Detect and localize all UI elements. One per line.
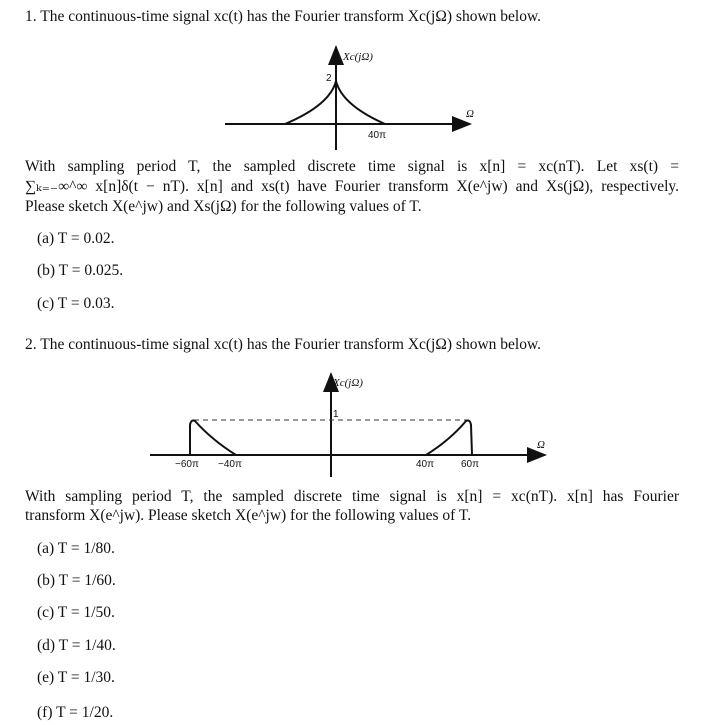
figure1-ylabel: Xc(jΩ) [343, 51, 373, 63]
problem2-item: (f) T = 1/20. [37, 704, 114, 721]
problem1-body-line: With sampling period T, the sampled discrete time signal is x[n] = xc(nT). Let xs(t) = [25, 158, 679, 175]
figure2 [150, 374, 545, 477]
figure1-peak-label: 2 [326, 73, 332, 84]
problem1-item: (a) T = 0.02. [37, 230, 115, 247]
figure2-ylabel: Xc(jΩ) [333, 377, 363, 389]
problem2-item: (e) T = 1/30. [37, 669, 115, 686]
figure2-tick-label: −60π [175, 459, 199, 470]
figure2-left-band [190, 421, 236, 456]
problem2-item: (c) T = 1/50. [37, 604, 115, 621]
problem2-item: (b) T = 1/60. [37, 572, 116, 589]
figure2-right-band [426, 421, 472, 456]
problem1-statement: 1. The continuous-time signal xc(t) has the Fourier transform Xc(jΩ) shown below. [25, 8, 542, 25]
problem1-item: (c) T = 0.03. [37, 295, 115, 312]
figure1-tick-label: 40π [368, 130, 387, 141]
problem1-body-line: Please sketch X(e^jw) and Xs(jΩ) for the following values of T. [25, 198, 422, 215]
figure1-xlabel: Ω [466, 108, 474, 120]
figure2-peak-label: 1 [333, 409, 339, 420]
problem2-statement: 2. The continuous-time signal xc(t) has the Fourier transform Xc(jΩ) shown below. [25, 336, 542, 353]
figure2-tick-label: 60π [461, 459, 480, 470]
problem2-body-line: With sampling period T, the sampled discrete time signal is x[n] = xc(nT). x[n] has Fourier [25, 488, 679, 505]
problem2-item: (d) T = 1/40. [37, 637, 116, 654]
figure2-tick-label: 40π [416, 459, 435, 470]
problem2-body-line: transform X(e^jw). Please sketch X(e^jw) for the following values of T. [25, 507, 472, 524]
problem1-body-line: ∑ₖ₌₋∞^∞ x[n]δ(t − nT). x[n] and xs(t) have Fourier transform X(e^jw) and Xs(jΩ), respectively. [25, 178, 679, 195]
problem1-item: (b) T = 0.025. [37, 262, 124, 279]
figure2-xlabel: Ω [537, 439, 545, 451]
figure1 [225, 47, 474, 150]
figure2-tick-label: −40π [218, 459, 242, 470]
problem2-item: (a) T = 1/80. [37, 540, 115, 557]
